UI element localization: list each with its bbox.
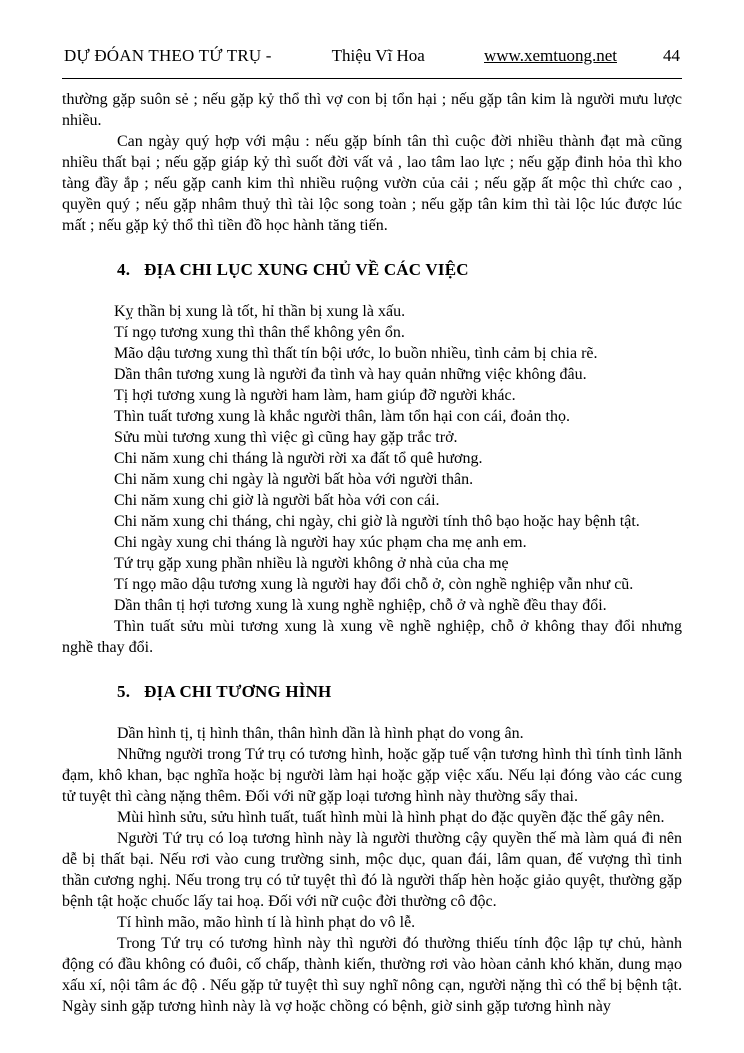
list-line: Dần thân tương xung là người đa tình và hay quản những việc không đâu. bbox=[114, 366, 587, 383]
list-line: Thìn tuất sửu mùi tương xung là xung về nghề nghiệp, chỗ ở không thay đổi nhưng nghề thay đổi. bbox=[62, 618, 682, 656]
list-line: Tứ trụ gặp xung phần nhiều là người không ở nhà của cha mẹ bbox=[114, 555, 509, 572]
section-4-heading bbox=[62, 259, 682, 280]
section-number: 5. bbox=[117, 682, 131, 701]
body-paragraph: Tí hình mão, mão hình tí là hình phạt do vô lễ. bbox=[117, 914, 416, 931]
list-line: Chi ngày xung chi tháng là người hay xúc phạm cha mẹ anh em. bbox=[114, 534, 527, 551]
body-paragraph: Dần hình tị, tị hình thân, thân hình dần là hình phạt do vong ân. bbox=[117, 725, 524, 742]
section-5-heading bbox=[62, 681, 682, 702]
list-line: Thìn tuất tương xung là khắc người thân, làm tổn hại con cái, đoản thọ. bbox=[114, 408, 570, 425]
header-divider bbox=[62, 78, 682, 79]
section-number: 4. bbox=[117, 260, 131, 279]
list-line: Chi năm xung chi ngày là người bất hòa với người thân. bbox=[114, 471, 474, 488]
list-line: Tị hợi tương xung là người ham làm, ham giúp đỡ người khác. bbox=[114, 387, 516, 404]
page-number: 44 bbox=[663, 46, 680, 65]
body-paragraph: Người Tứ trụ có loạ tương hình này là người thường cậy quyền thế mà làm quá đi nên dễ bị thất bại. Nếu rơi vào cung trường sinh, mộc dục, quan đái, lâm quan, đế vượng thì tinh thần cương nghị. Nếu trong trụ có tử tuyệt thì đó là người thấp hèn hoặc giảo quyệt, thường gặp bệnh tật hoặc chuốc lấy tai hoạ. Đối với nữ cuộc đời thường cô độc. bbox=[62, 830, 682, 910]
list-line: Chi năm xung chi giờ là người bất hòa với con cái. bbox=[114, 492, 440, 509]
body-paragraph: Can ngày quý hợp với mậu : nếu gặp bính tân thì cuộc đời nhiều thành đạt mà cũng nhiều thất bại ; nếu gặp giáp kỷ thì suốt đời vất vả , lao tâm lao lực ; nếu gặp đinh hỏa thì kho tàng đầy ắp ; nếu gặp canh kim thì nhiều ruộng vườn của cải ; nếu gặp ất mộc thì chức cao , quyền quý ; nếu gặp nhâm thuỷ thì tài lộc song toàn ; nếu gặp tân kim thì tài lộc lúc được lúc mất ; nếu gặp kỷ thổ thì tiền đồ học hành tăng tiến. bbox=[62, 133, 682, 234]
book-title: DỰ ĐÓAN THEO TỨ TRỤ - bbox=[64, 46, 272, 65]
list-line: Sửu mùi tương xung thì việc gì cũng hay gặp trắc trở. bbox=[114, 429, 458, 446]
body-paragraph: Mùi hình sửu, sửu hình tuất, tuất hình mùi là hình phạt do đặc quyền đặc thế gây nên. bbox=[117, 809, 665, 826]
body-paragraph: thường gặp suôn sẻ ; nếu gặp kỷ thổ thì vợ con bị tổn hại ; nếu gặp tân kim là người mưu lược nhiều. bbox=[62, 91, 682, 129]
section-title: ĐỊA CHI LỤC XUNG CHỦ VỀ CÁC VIỆC bbox=[144, 260, 469, 279]
website-link[interactable]: www.xemtuong.net bbox=[484, 46, 617, 65]
list-line: Dần thân tị hợi tương xung là xung nghề nghiệp, chỗ ở và nghề đều thay đổi. bbox=[114, 597, 607, 614]
list-line: Chi năm xung chi tháng là người rời xa đất tổ quê hương. bbox=[114, 450, 483, 467]
list-line: Mão dậu tương xung thì thất tín bội ước, lo buồn nhiều, tình cảm bị chia rẽ. bbox=[114, 345, 598, 362]
list-line: Kỵ thần bị xung là tốt, hỉ thần bị xung là xấu. bbox=[114, 303, 406, 320]
list-line: Tí ngọ mão dậu tương xung là người hay đổi chỗ ở, còn nghề nghiệp vẫn như cũ. bbox=[114, 576, 634, 593]
list-line: Chi năm xung chi tháng, chi ngày, chi giờ là người tính thô bạo hoặc hay bệnh tật. bbox=[114, 513, 640, 530]
list-line: Tí ngọ tương xung thì thân thể không yên ổn. bbox=[114, 324, 405, 341]
section-title: ĐỊA CHI TƯƠNG HÌNH bbox=[144, 682, 332, 701]
page-header bbox=[62, 42, 682, 78]
author-name: Thiệu Vĩ Hoa bbox=[331, 46, 425, 65]
page-body bbox=[62, 89, 682, 1017]
body-paragraph: Trong Tứ trụ có tương hình này thì người đó thường thiếu tính độc lập tự chủ, hành động có đầu không có đuôi, cố chấp, thành kiến, thường rơi vào hòan cảnh khó khăn, dung mạo xấu xí, nội tâm ác độ . Nếu gặp tử tuyệt thì suy nghĩ nông cạn, người nặng thì có thể bị bệnh tật. Ngày sinh gặp tương hình này là vợ hoặc chồng có bệnh, giờ sinh gặp tương hình này bbox=[62, 935, 682, 1015]
body-paragraph: Những người trong Tứ trụ có tương hình, hoặc gặp tuế vận tương hình thì tính tình lãnh đạm, khô khan, bạc nghĩa hoặc bị người làm hại hoặc gặp việc xấu. Nếu lại đóng vào các cung tử tuyệt thì càng nặng thêm. Đối với nữ gặp loại tương hình này thường sẩy thai. bbox=[62, 746, 682, 805]
